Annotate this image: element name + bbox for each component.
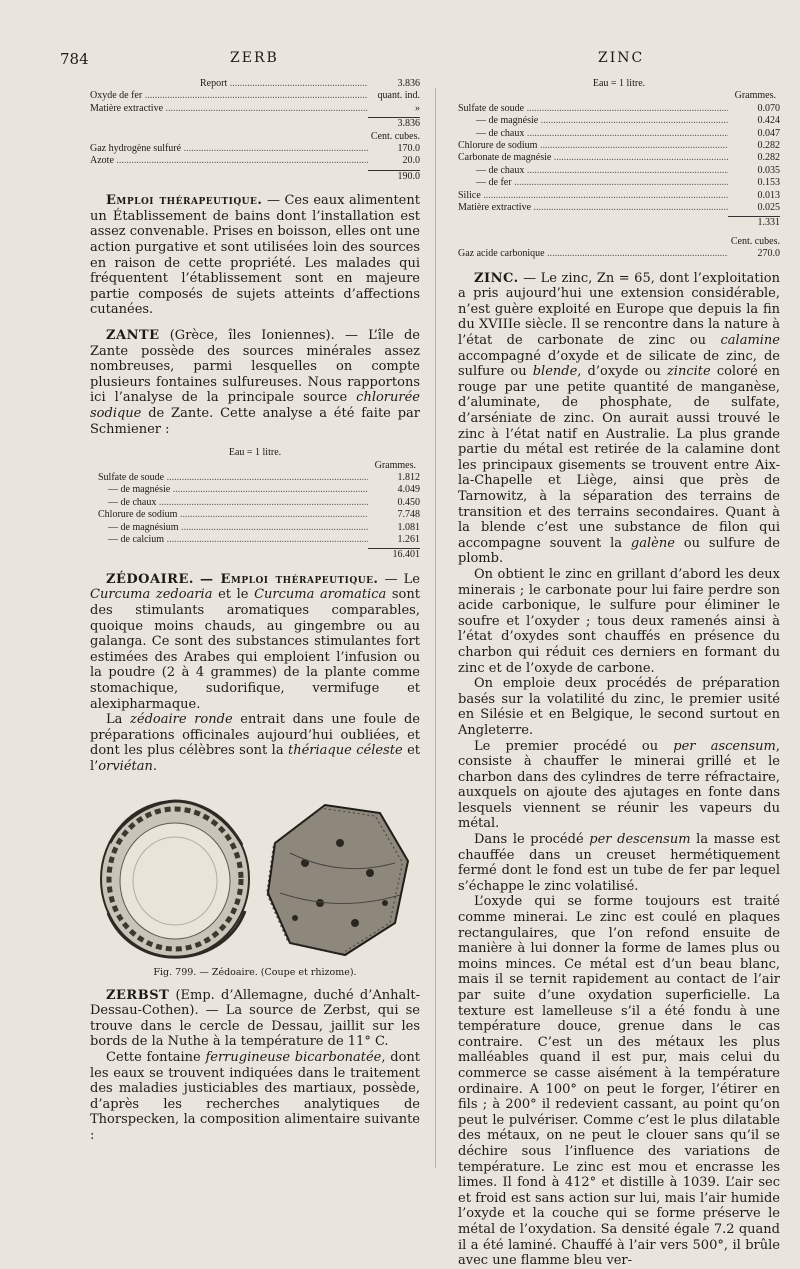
table-row: — de chaux ..... 0.450 <box>90 497 420 509</box>
gas-total: 190.0 <box>397 170 420 182</box>
zinc-paragraph-5: Dans le procédé per descensum la masse est chauffée dans un creuset hermétiquement fermé dont le fond est un tube de fer par lequel s’échappe le zinc volatilisé. <box>458 832 780 894</box>
zante-entry: ZANTE (Grèce, îles Ioniennes). — L’île de Zante possède des sources minérales assez nombreuses, parmi lesquelles on compte plusieurs fontaines sulfureuses. Nous rapportons ici l’analyse de la principale source chlorurée sodique de Zante. Cette analyse a été faite par Schmiener : <box>90 328 420 437</box>
zinc-paragraph-4: Le premier procédé ou per ascensum, consiste à chauffer le minerai grillé et le charbon dans des cylindres de terre réfractaire, auxquels on ajoute des ajutages en fonte dans lesquels viennent se réunir les vapeurs du métal. <box>458 738 780 832</box>
table-row: Matière extractive ..... » <box>90 103 420 115</box>
table-row: Matière extractive ..... 0.025 <box>458 202 780 214</box>
table-unit: Grammes. <box>734 90 776 102</box>
zerbst-analysis-table <box>458 78 780 261</box>
table-title: Eau = 1 litre. <box>228 447 282 459</box>
column-divider <box>435 88 436 1168</box>
figure-caption: Fig. 799. — Zédoaire. (Coupe et rhizome). <box>153 966 357 978</box>
table-row: — de chaux ..... 0.047 <box>458 128 780 140</box>
zedoaire-paragraph-2: La zédoaire ronde entrait dans une foule de préparations officinales aujourd’hui oubliées, et dont les plus célèbres sont la thériaque céleste et l’orviétan. <box>90 712 420 774</box>
zinc-paragraph-2: On obtient le zinc en grillant d’abord les deux minerais ; le carbonate pour lui faire perdre son acide carbonique, le sulfure pour éliminer le soufre et l’oxyder ; tous deux ramenés ainsi à l’état d’oxydes sont chauffés en présence du charbon qui réduit ces derniers en formant du zinc et de l’oxyde de carbone. <box>458 566 780 676</box>
left-column <box>90 78 420 1143</box>
gas-unit: Cent. cubes. <box>730 235 780 247</box>
zinc-entry: ZINC. — Le zinc, Zn = 65, dont l’exploitation a pris aujourd’hui une extension considérable, n’est guère exploité en Europe que depuis la fin du XVIIIe siècle. Il se rencontre dans la nature à l’état de carbonate de zinc ou calamine accompagné d’oxyde et de silicate de zinc, de sulfure ou blende, d’oxyde ou zincite coloré en rouge par une petite quantité de manganèse, d’aluminate, de phosphate, de sulfate, d’arséniate de zinc. On aurait aussi trouvé le zinc à l’état natif en Australie. La plus grande partie du métal est retirée de la calamine dont les principaux gisements se trouvent entre Aix-la-Chapelle et Liège, ainsi que près de Tarnowitz, à la séparation des terrains de transition et des terrains secondaires. Quant à la blende c’est une substance de filon qui accompagne souvent la galène ou sulfure de plomb. <box>458 270 781 567</box>
table-row: Sulfate de soude ..... 1.812 <box>90 472 420 484</box>
zante-analysis-table <box>90 447 420 562</box>
zerbst-entry: ZERBST (Emp. d’Allemagne, duché d’Anhalt-Dessau-Cothen). — La source de Zerbst, qui se trouve dans le cercle de Dessau, jaillit sur les bords de la Nuthe à la température de 11° C. <box>90 987 420 1050</box>
table-row: — de chaux ..... 0.035 <box>458 165 780 177</box>
table-row: Gaz hydrogène sulfuré ..... 170.0 <box>90 143 420 155</box>
table-total: 1.331 <box>757 217 780 229</box>
zedoaire-entry: ZÉDOAIRE. — Emploi thérapeutique. — Le Curcuma zedoaria et le Curcuma aromatica sont des stimulants aromatiques comparables, quoique moins chauds, au gingembre ou au galanga. Ce sont des substances stimulantes fort estimées des Arabes qui emploient l’infusion ou la poudre (2 à 4 grammes) de la plante comme stomachique, sudorifique, vermifuge et alexipharmaque. <box>90 571 420 712</box>
zinc-paragraph-3: On emploie deux procédés de préparation basés sur la volatilité du zinc, le premier usité en Silésie et en Belgique, le second surtout en Angleterre. <box>458 676 780 738</box>
table-row: Azote ..... 20.0 <box>90 155 420 167</box>
table-unit: Grammes. <box>374 459 416 471</box>
zedoaire-illustration <box>90 783 420 965</box>
table-total: 16.401 <box>392 549 420 561</box>
running-head-right: ZINC <box>598 50 645 66</box>
table-row: — de magnésie ..... 4.049 <box>90 484 420 496</box>
zedoaire-cross-section <box>101 801 249 957</box>
table-row: — de fer ..... 0.153 <box>458 177 780 189</box>
table-row: — de magnésie ..... 0.424 <box>458 115 780 127</box>
figure-zedoaire <box>90 783 420 965</box>
page-number: 784 <box>60 50 89 68</box>
running-head-left: ZERB <box>230 50 279 66</box>
table-total: 3.836 <box>397 118 420 130</box>
table-row: Carbonate de magnésie ..... 0.282 <box>458 152 780 164</box>
table-row: Sulfate de soude ..... 0.070 <box>458 103 780 115</box>
table-row: — de calcium ..... 1.261 <box>90 534 420 546</box>
zerbst-paragraph-2: Cette fontaine ferrugineuse bicarbonatée, dont les eaux se trouvent indiquées dans le traitement des maladies justiciables des martiaux, possède, d’après les recherches analytiques de Thorspecken, la composition alimentaire suivante : <box>90 1049 420 1143</box>
zerbst-analysis-continued <box>90 78 420 183</box>
right-column <box>458 78 780 1269</box>
table-title: Eau = 1 litre. <box>592 78 646 89</box>
table-row: Oxyde de fer ..... quant. ind. <box>90 90 420 102</box>
table-row: — de magnésium ..... 1.081 <box>90 522 420 534</box>
table-row: Chlorure de sodium ..... 0.282 <box>458 140 780 152</box>
zinc-paragraph-6: L’oxyde qui se forme toujours est traité comme minerai. Le zinc est coulé en plaques rectangulaires, que l’on refond ensuite de manière à lui donner la forme de lames plus ou moins minces. Ce métal est d’un beau blanc, mais il se ternit rapidement au contact de l’air par suite d’une oxydation superficielle. La texture est lamelleuse s’il a été fondu à une température douce, grenue dans le cas contraire. C’est un des métaux les plus malléables quand il est pur, mais celui du commerce se casse aisément à la température ordinaire. A 100° on peut le forger, l’étirer en fils ; à 200° il redevient cassant, au point qu’on peut le pulvériser. Comme c’est le plus dilatable des métaux, on ne peut le clouer sans qu’il se déchire sous l’influence des variations de température. Le zinc est mou et encrasse les limes. Il fond à 412° et distille à 1039. L’air sec et froid est sans action sur lui, mais l’air humide l’oxyde et la couche qui se forme préserve le métal de l’oxydation. Sa densité égale 7.2 quand il a été laminé. Chauffé à l’air vers 500°, il brûle avec une flamme bleu ver- <box>458 894 780 1269</box>
zedoaire-rhizome <box>267 805 408 955</box>
table-row: Chlorure de sodium ..... 7.748 <box>90 509 420 521</box>
table-row: Gaz acide carbonique ..... 270.0 <box>458 248 780 260</box>
gas-unit: Cent. cubes. <box>370 130 420 142</box>
table-row: Report ..... 3.836 <box>90 78 420 90</box>
table-row: Silice ..... 0.013 <box>458 190 780 202</box>
emploi-therapeutique-paragraph: Emploi thérapeutique. — Ces eaux alimentent un Établissement de bains dont l’installation est assez convenable. Prises en boisson, elles ont une action purgative et sont utilisées loin des sources en raison de cette propriété. Les malades qui fréquentent l’établissement sont en majeure partie composés de sujets atteints d’affections cutanées. <box>90 193 420 318</box>
